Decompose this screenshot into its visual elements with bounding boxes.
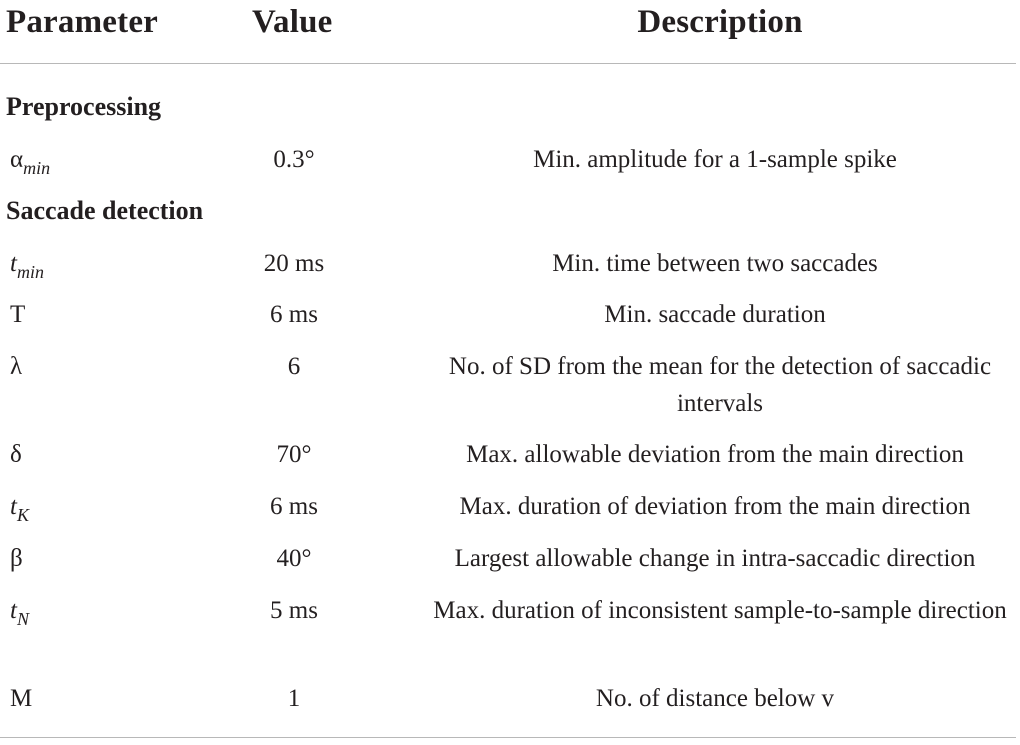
section-title-saccade-detection: Saccade detection [6,196,204,225]
value-cell: 40° [276,545,312,572]
footer-rule [0,737,1016,738]
section-title-preprocessing: Preprocessing [6,92,162,121]
param-subscript: min [23,158,51,178]
param-symbol: T [10,301,26,328]
param-cell [10,245,190,284]
value-cell: 5 ms [270,597,318,624]
value-cell: 6 [287,353,301,380]
param-cell [10,540,190,579]
description-cell: Min. saccade duration [604,301,826,328]
param-symbol: t [10,250,17,277]
description-cell: Min. amplitude for a 1-sample spike [533,146,897,173]
param-subscript: K [16,505,29,525]
header-description: Description [637,4,803,40]
param-cell [10,141,190,180]
param-symbol: α [10,146,24,173]
param-symbol: δ [10,441,22,468]
param-subscript: min [16,262,44,282]
header-parameter: Parameter [6,4,159,40]
param-cell [10,296,190,335]
param-cell [10,488,190,527]
param-symbol: t [10,597,17,624]
param-symbol: M [10,685,33,712]
description-cell: Min. time between two saccades [552,250,878,277]
description-cell: Largest allowable change in intra-saccadic direction [454,545,976,572]
param-cell [10,592,190,631]
description-cell: No. of SD from the mean for the detection of saccadic intervals [448,353,992,417]
description-cell: Max. duration of deviation from the main direction [459,493,971,520]
value-cell: 70° [276,441,312,468]
param-symbol: β [10,545,23,572]
header-value: Value [252,4,333,40]
param-symbol: λ [10,353,23,380]
param-cell [10,348,190,387]
param-subscript: N [16,609,29,629]
header-rule [0,63,1016,64]
value-cell: 1 [287,685,301,712]
param-cell [10,436,190,475]
param-symbol: t [10,493,17,520]
param-cell [10,680,190,719]
value-cell: 6 ms [270,301,318,328]
value-cell: 0.3° [273,146,315,173]
value-cell: 6 ms [270,493,318,520]
description-cell: No. of distance below v [595,685,835,712]
description-cell: Max. allowable deviation from the main direction [466,441,964,468]
value-cell: 20 ms [263,250,325,277]
description-cell: Max. duration of inconsistent sample-to-sample direction [433,597,1007,624]
